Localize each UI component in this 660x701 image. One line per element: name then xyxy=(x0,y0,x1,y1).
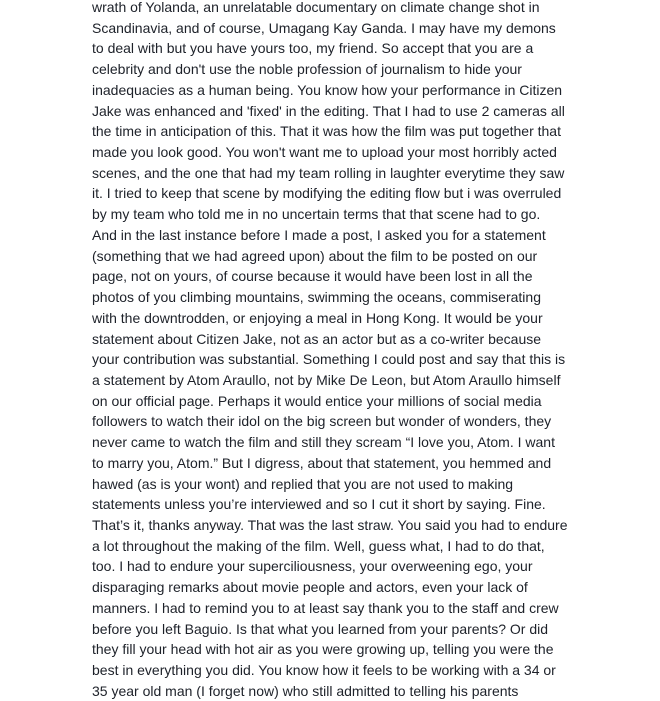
post-text-line: photos of you climbing mountains, swimming the oceans, commiserating xyxy=(92,289,541,306)
post-text-line: your contribution was substantial. Something I could post and say that this is xyxy=(92,351,566,368)
post-text-line: to marry you, Atom.” But I digress, about that statement, you hemmed and xyxy=(92,454,552,471)
post-text-line: disparaging remarks about movie people and actors, even your lack of xyxy=(92,579,528,596)
post-text-line: a statement by Atom Araullo, not by Mike De Leon, but Atom Araullo himself xyxy=(92,371,561,388)
post-text-line: too. I had to endure your superciliousness, your overweening ego, your xyxy=(92,558,533,575)
post-text-line: the time in anticipation of this. That it was how the film was put together that xyxy=(92,123,561,140)
post-text-line: statement about Citizen Jake, not as an actor but as a co-writer because xyxy=(92,330,542,347)
post-text-line: on our official page. Perhaps it would entice your millions of social media xyxy=(92,392,542,409)
post-text-line: with the downtrodden, or enjoying a meal in Hong Kong. It would be your xyxy=(92,309,543,326)
post-text-line: by my team who told me in no uncertain terms that that scene had to go. xyxy=(92,206,541,223)
post-text-line: best in everything you did. You know how it feels to be working with a 34 or xyxy=(92,662,556,678)
post-text-line: made you look good. You won't want me to upload your most horribly acted xyxy=(92,144,557,161)
post-text-line: That’s it, thanks anyway. That was the last straw. You said you had to endure xyxy=(92,516,568,533)
post-text-line: (something that we had agreed upon) about the film to be posted on our xyxy=(92,247,538,264)
post-text-line: they fill your head with hot air as you were growing up, telling you were the xyxy=(92,641,554,658)
post-text-line: it. I tried to keep that scene by modifying the editing flow but i was overruled xyxy=(92,185,562,202)
post-text-line: manners. I had to remind you to at least say thank you to the staff and crew xyxy=(92,599,559,616)
post-text-line: hawed (as is your wont) and replied that you are not used to making xyxy=(92,475,514,492)
post-text-line: a lot throughout the making of the film. Well, guess what, I had to do that, xyxy=(92,537,545,554)
post-text-body xyxy=(92,0,572,701)
post-text-line: never came to watch the film and still they scream “I love you, Atom. I want xyxy=(92,434,555,451)
post-text-line: statements unless you’re interviewed and so I cut it short by saying. Fine. xyxy=(92,496,546,513)
post-text-line: celebrity and don't use the noble profession of journalism to hide your xyxy=(92,61,522,78)
post-text-line: to deal with but you have yours too, my friend. So accept that you are a xyxy=(92,40,534,57)
post-text-line: before you left Baguio. Is that what you learned from your parents? Or did xyxy=(92,620,549,637)
post-text-line: Jake was enhanced and 'fixed' in the editing. That I had to use 2 cameras all xyxy=(92,102,565,119)
post-text-line: scenes, and the one that had my team rolling in laughter everytime they saw xyxy=(92,164,565,181)
post-text-line: 35 year old man (I forget now) who still admitted to telling his parents xyxy=(92,682,519,699)
post-text-line: inadequacies as a human being. You know how your performance in Citizen xyxy=(92,81,563,98)
post-text-line: page, not on yours, of course because it would have been lost in all the xyxy=(92,268,533,285)
post-text-line: Scandinavia, and of course, Umagang Kay Ganda. I may have my demons xyxy=(92,19,556,36)
post-text-line: And in the last instance before I made a post, I asked you for a statement xyxy=(92,226,546,243)
post-text-line: followers to watch their idol on the big screen but wonder of wonders, they xyxy=(92,413,552,430)
post-text-line: wrath of Yolanda, an unrelatable documentary on climate change shot in xyxy=(92,0,540,15)
